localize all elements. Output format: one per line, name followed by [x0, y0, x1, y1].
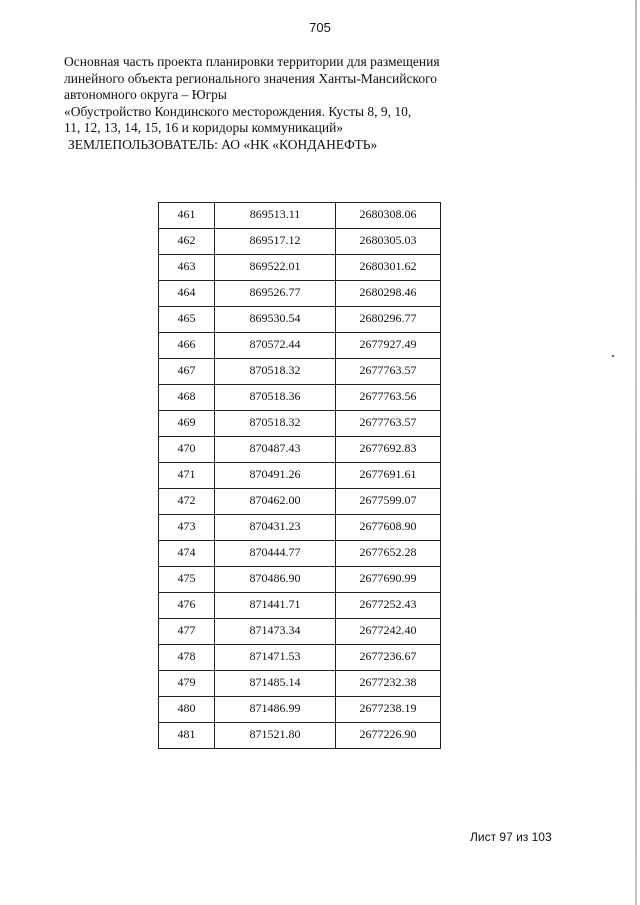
point-number-cell: 468: [159, 385, 215, 411]
x-coordinate-cell: 871486.99: [215, 697, 336, 723]
x-coordinate-cell: 870491.26: [215, 463, 336, 489]
point-number-cell: 477: [159, 619, 215, 645]
point-number-cell: 481: [159, 723, 215, 749]
coordinates-table: [158, 202, 441, 749]
scan-speck: [612, 355, 614, 357]
x-coordinate-cell: 870572.44: [215, 333, 336, 359]
table-row: [159, 307, 441, 333]
point-number-cell: 480: [159, 697, 215, 723]
table-row: [159, 593, 441, 619]
y-coordinate-cell: 2677226.90: [336, 723, 441, 749]
x-coordinate-cell: 870431.23: [215, 515, 336, 541]
x-coordinate-cell: 871473.34: [215, 619, 336, 645]
table-row: [159, 229, 441, 255]
page-number: 705: [309, 20, 331, 35]
scan-edge-line: [635, 0, 637, 905]
y-coordinate-cell: 2680308.06: [336, 203, 441, 229]
point-number-cell: 461: [159, 203, 215, 229]
x-coordinate-cell: 869530.54: [215, 307, 336, 333]
table-row: [159, 697, 441, 723]
header-line: 11, 12, 13, 14, 15, 16 и коридоры коммуникаций»: [64, 120, 344, 135]
y-coordinate-cell: 2677608.90: [336, 515, 441, 541]
x-coordinate-cell: 871485.14: [215, 671, 336, 697]
y-coordinate-cell: 2677927.49: [336, 333, 441, 359]
x-coordinate-cell: 870486.90: [215, 567, 336, 593]
point-number-cell: 462: [159, 229, 215, 255]
point-number-cell: 471: [159, 463, 215, 489]
y-coordinate-cell: 2677599.07: [336, 489, 441, 515]
y-coordinate-cell: 2677691.61: [336, 463, 441, 489]
table-row: [159, 333, 441, 359]
point-number-cell: 473: [159, 515, 215, 541]
y-coordinate-cell: 2677763.56: [336, 385, 441, 411]
table-row: [159, 567, 441, 593]
point-number-cell: 474: [159, 541, 215, 567]
table-row: [159, 359, 441, 385]
x-coordinate-cell: 870444.77: [215, 541, 336, 567]
x-coordinate-cell: 869526.77: [215, 281, 336, 307]
table-row: [159, 437, 441, 463]
x-coordinate-cell: 870487.43: [215, 437, 336, 463]
document-header: [64, 54, 440, 153]
table-row: [159, 723, 441, 749]
table-row: [159, 541, 441, 567]
table-row: [159, 255, 441, 281]
x-coordinate-cell: 871521.80: [215, 723, 336, 749]
y-coordinate-cell: 2680298.46: [336, 281, 441, 307]
y-coordinate-cell: 2677242.40: [336, 619, 441, 645]
x-coordinate-cell: 871471.53: [215, 645, 336, 671]
x-coordinate-cell: 870518.32: [215, 359, 336, 385]
point-number-cell: 479: [159, 671, 215, 697]
point-number-cell: 478: [159, 645, 215, 671]
table-row: [159, 671, 441, 697]
point-number-cell: 472: [159, 489, 215, 515]
header-line: автономного округа – Югры: [64, 87, 227, 102]
point-number-cell: 470: [159, 437, 215, 463]
x-coordinate-cell: 870518.36: [215, 385, 336, 411]
x-coordinate-cell: 869513.11: [215, 203, 336, 229]
table-row: [159, 619, 441, 645]
table-row: [159, 645, 441, 671]
y-coordinate-cell: 2677238.19: [336, 697, 441, 723]
y-coordinate-cell: 2677763.57: [336, 411, 441, 437]
y-coordinate-cell: 2680296.77: [336, 307, 441, 333]
y-coordinate-cell: 2677652.28: [336, 541, 441, 567]
point-number-cell: 463: [159, 255, 215, 281]
y-coordinate-cell: 2677763.57: [336, 359, 441, 385]
point-number-cell: 467: [159, 359, 215, 385]
table-row: [159, 411, 441, 437]
x-coordinate-cell: 869517.12: [215, 229, 336, 255]
y-coordinate-cell: 2677690.99: [336, 567, 441, 593]
point-number-cell: 469: [159, 411, 215, 437]
header-line: «Обустройство Кондинского месторождения. Кусты 8, 9, 10,: [64, 103, 412, 119]
header-line: линейного объекта регионального значения Ханты-Мансийского: [64, 70, 438, 86]
sheet-number: Лист 97 из 103: [470, 830, 552, 844]
x-coordinate-cell: 870462.00: [215, 489, 336, 515]
point-number-cell: 466: [159, 333, 215, 359]
y-coordinate-cell: 2680305.03: [336, 229, 441, 255]
y-coordinate-cell: 2677252.43: [336, 593, 441, 619]
table-row: [159, 281, 441, 307]
table-row: [159, 385, 441, 411]
y-coordinate-cell: 2677232.38: [336, 671, 441, 697]
y-coordinate-cell: 2680301.62: [336, 255, 441, 281]
x-coordinate-cell: 871441.71: [215, 593, 336, 619]
header-line: Основная часть проекта планировки территории для размещения: [64, 54, 440, 69]
point-number-cell: 475: [159, 567, 215, 593]
table-row: [159, 463, 441, 489]
table-row: [159, 489, 441, 515]
table-row: [159, 515, 441, 541]
y-coordinate-cell: 2677692.83: [336, 437, 441, 463]
point-number-cell: 464: [159, 281, 215, 307]
point-number-cell: 465: [159, 307, 215, 333]
y-coordinate-cell: 2677236.67: [336, 645, 441, 671]
point-number-cell: 476: [159, 593, 215, 619]
land-user-line: ЗЕМЛЕПОЛЬЗОВАТЕЛЬ: АО «НК «КОНДАНЕФТЬ»: [68, 136, 378, 152]
x-coordinate-cell: 870518.32: [215, 411, 336, 437]
x-coordinate-cell: 869522.01: [215, 255, 336, 281]
table-row: [159, 203, 441, 229]
